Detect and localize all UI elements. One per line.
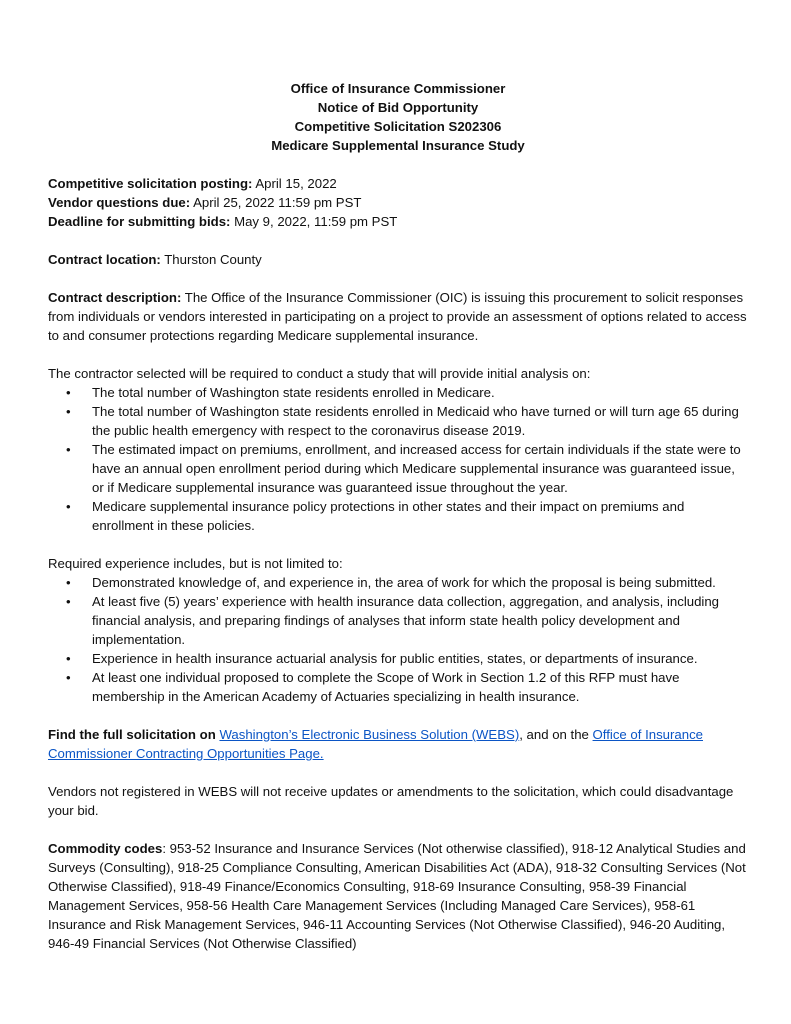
study-list — [48, 383, 748, 535]
document-header — [48, 79, 748, 155]
posting-label: Competitive solicitation posting: — [48, 176, 253, 191]
deadline-label: Deadline for submitting bids: — [48, 214, 231, 229]
vendors-note: Vendors not registered in WEBS will not receive updates or amendments to the solicitation, which could disadvantage your bid. — [48, 784, 734, 818]
location-value: Thurston County — [160, 252, 262, 267]
list-item: • At least one individual proposed to complete the Scope of Work in Section 1.2 of this RFP must have membership in the American Academy of Actuaries specializing in health insurance. — [92, 668, 748, 706]
questions-value: April 25, 2022 11:59 pm PST — [190, 195, 362, 210]
commodity-codes — [48, 839, 748, 953]
solicitation-links — [48, 725, 748, 763]
location-label: Contract location: — [48, 252, 161, 267]
header-notice: Notice of Bid Opportunity — [317, 100, 479, 115]
contract-location — [48, 250, 748, 269]
questions-due — [48, 193, 748, 212]
list-item: • Medicare supplemental insurance policy protections in other states and their impact on premiums and enrollment in these policies. — [92, 497, 748, 535]
contracting-opportunities-link[interactable]: Office of Insurance Commissioner Contracting Opportunities Page. — [48, 727, 703, 761]
posting-date — [48, 174, 748, 193]
solicitation-middle: , and on the — [519, 727, 593, 742]
solicitation-label: Find the full solicitation on — [48, 727, 216, 742]
document-page — [48, 79, 748, 953]
list-item: • Demonstrated knowledge of, and experience in, the area of work for which the proposal is being submitted. — [92, 573, 748, 592]
contract-description — [48, 288, 748, 345]
dates-section — [48, 174, 748, 231]
posting-value: April 15, 2022 — [252, 176, 337, 191]
deadline-value: May 9, 2022, 11:59 pm PST — [230, 214, 398, 229]
webs-link[interactable]: Washington’s Electronic Business Solution (WEBS) — [219, 727, 520, 742]
bid-deadline — [48, 212, 748, 231]
header-agency: Office of Insurance Commissioner — [290, 81, 506, 96]
header-study-title: Medicare Supplemental Insurance Study — [271, 138, 525, 153]
experience-list — [48, 573, 748, 706]
experience-intro: Required experience includes, but is not limited to: — [48, 556, 343, 571]
list-item: • At least five (5) years’ experience with health insurance data collection, aggregation, and analysis, including financial analysis, and preparing findings of analyses that inform state health policy development and implementation. — [92, 592, 748, 649]
commodity-value: : 953-52 Insurance and Insurance Services (Not otherwise classified), 918-12 Analytical Studies and Surveys (Consulting), 918-25 Compliance Consulting, American Disabilities Act (ADA), 918-32 Consulting Services (Not Otherwise Classified), 918-49 Finance/Economics Consulting, 918-69 Insurance Consulting, 958-39 Financial Management Services, 958-56 Health Care Management Services (Including Managed Care Services), 958-61 Insurance and Risk Management Services, 946-11 Accounting Services (Not Otherwise Classified), 946-20 Auditing, 946-49 Financial Services (Not Otherwise Classified) — [48, 841, 746, 951]
study-intro: The contractor selected will be required to conduct a study that will provide initial analysis on: — [48, 366, 591, 381]
description-label: Contract description: — [48, 290, 182, 305]
questions-label: Vendor questions due: — [48, 195, 191, 210]
list-item: • The estimated impact on premiums, enrollment, and increased access for certain individuals if the state were to have an annual open enrollment period during which Medicare supplemental insurance was guaranteed issue, or if Medicare supplemental insurance was guaranteed issue throughout the year. — [92, 440, 748, 497]
description-value: The Office of the Insurance Commissioner (OIC) is issuing this procurement to solicit responses from individuals or vendors interested in participating on a project to provide an assessment of options related to access to and consumer protections regarding Medicare supplemental insurance. — [48, 290, 747, 343]
commodity-label: Commodity codes — [48, 841, 163, 856]
list-item: • The total number of Washington state residents enrolled in Medicaid who have turned or will turn age 65 during the public health emergency with respect to the coronavirus disease 2019. — [92, 402, 748, 440]
list-item: • The total number of Washington state residents enrolled in Medicare. — [92, 383, 748, 402]
header-solicitation-number: Competitive Solicitation S202306 — [294, 119, 502, 134]
list-item: • Experience in health insurance actuarial analysis for public entities, states, or departments of insurance. — [92, 649, 748, 668]
